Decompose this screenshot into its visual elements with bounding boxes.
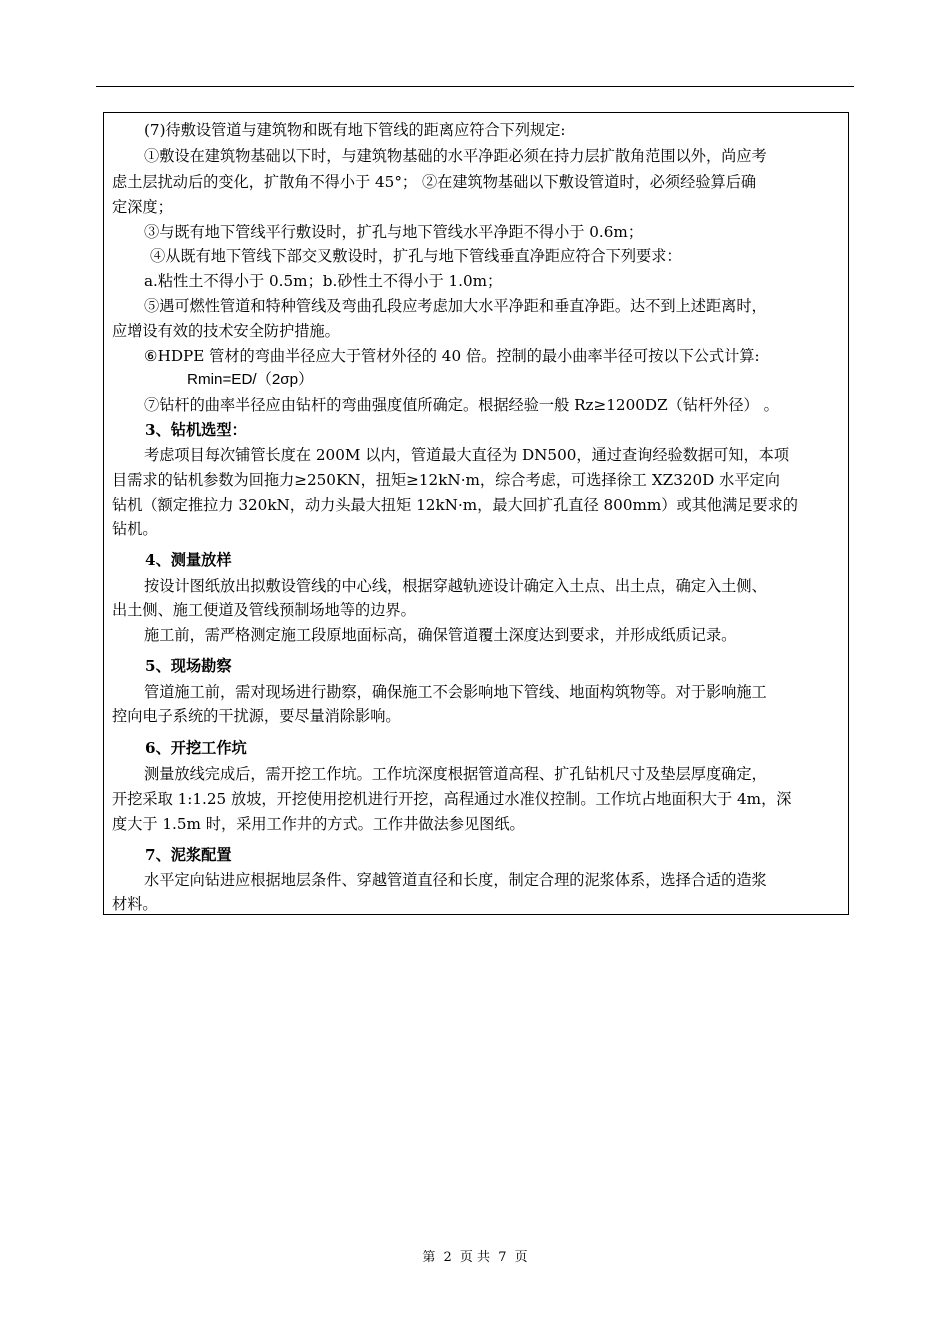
header-rule	[96, 86, 854, 87]
paragraph-line: ⑥HDPE 管材的弯曲半径应大于管材外径的 40 倍。控制的最小曲率半径可按以下公式计算:	[144, 347, 760, 365]
section-3-heading	[145, 420, 247, 440]
paragraph-line: a.粘性土不得小于 0.5m；b.砂性土不得小于 1.0m；	[144, 272, 503, 290]
paragraph-line: 定深度；	[112, 198, 173, 216]
total-page-count: 7	[498, 1250, 507, 1265]
paragraph-line: 钻机。	[112, 520, 158, 538]
section-6-heading-text: 6、开挖工作坑	[145, 739, 247, 757]
paragraph-line: ①敷设在建筑物基础以下时，与建筑物基础的水平净距必须在持力层扩散角范围以外，尚应考	[144, 147, 767, 165]
section-7-heading	[145, 845, 232, 865]
paragraph-line: 管道施工前，需对现场进行勘察，确保施工不会影响地下管线、地面构筑物等。对于影响施工	[144, 683, 767, 701]
paragraph-line: 材料。	[112, 895, 158, 913]
section-5-heading	[145, 656, 232, 676]
clause-7-heading: (7)待敷设管道与建筑物和既有地下管线的距离应符合下列规定:	[144, 121, 566, 139]
footer-suffix: 页	[514, 1250, 528, 1265]
paragraph-line: 钻机（额定推拉力 320kN，动力头最大扭矩 12kN·m，最大回扩孔直径 800mm）或其他满足要求的	[112, 496, 798, 514]
footer-middle: 页 共	[459, 1250, 491, 1265]
paragraph-line: ④从既有地下管线下部交叉敷设时，扩孔与地下管线垂直净距应符合下列要求：	[150, 247, 682, 265]
page-number-footer	[0, 1250, 950, 1266]
section-4-heading-text: 4、测量放样	[145, 551, 232, 569]
paragraph-line: ⑦钻杆的曲率半径应由钻杆的弯曲强度值所确定。根据经验一般 Rz≥1200DZ（钻杆外径） 。	[144, 396, 779, 414]
paragraph-line: 考虑项目每次铺管长度在 200M 以内，管道最大直径为 DN500，通过查询经验数据可知，本项	[144, 446, 790, 464]
paragraph-line: 施工前，需严格测定施工段原地面标高，确保管道覆土深度达到要求，并形成纸质记录。	[144, 626, 737, 644]
section-6-heading	[145, 738, 247, 758]
formula-line: Rmin=ED/（2σp）	[187, 371, 314, 388]
section-3-heading-text: 3、钻机选型：	[145, 421, 247, 439]
footer-prefix: 第	[422, 1250, 436, 1265]
paragraph-line: 水平定向钻进应根据地层条件、穿越管道直径和长度，制定合理的泥浆体系，选择合适的造浆	[144, 871, 767, 889]
paragraph-line: 目需求的钻机参数为回拖力≥250KN，扭矩≥12kN·m，综合考虑，可选择徐工 XZ320D 水平定向	[112, 471, 780, 489]
paragraph-line: 度大于 1.5m 时，采用工作井的方式。工作井做法参见图纸。	[112, 815, 525, 833]
paragraph-line: 控向电子系统的干扰源，要尽量消除影响。	[112, 707, 401, 725]
paragraph-line: ③与既有地下管线平行敷设时，扩孔与地下管线水平净距不得小于 0.6m；	[144, 223, 644, 241]
paragraph-line: 按设计图纸放出拟敷设管线的中心线，根据穿越轨迹设计确定入土点、出土点，确定入土侧、	[144, 577, 767, 595]
current-page-number: 2	[443, 1250, 452, 1265]
section-5-heading-text: 5、现场勘察	[145, 657, 232, 675]
section-4-heading	[145, 550, 232, 570]
paragraph-line: 开挖采取 1:1.25 放坡，开挖使用挖机进行开挖，高程通过水准仪控制。工作坑占地面积大于 4m，深	[112, 790, 792, 808]
paragraph-line: ⑤遇可燃性管道和特种管线及弯曲孔段应考虑加大水平净距和垂直净距。达不到上述距离时，	[144, 297, 767, 315]
paragraph-line: 虑土层扰动后的变化，扩散角不得小于 45°； ②在建筑物基础以下敷设管道时，必须经验算后确	[112, 173, 757, 191]
paragraph-line: 测量放线完成后，需开挖工作坑。工作坑深度根据管道高程、扩孔钻机尺寸及垫层厚度确定，	[144, 765, 767, 783]
paragraph-line: 应增设有效的技术安全防护措施。	[112, 322, 340, 340]
section-7-heading-text: 7、泥浆配置	[145, 846, 232, 864]
paragraph-line: 出土侧、施工便道及管线预制场地等的边界。	[112, 601, 416, 619]
